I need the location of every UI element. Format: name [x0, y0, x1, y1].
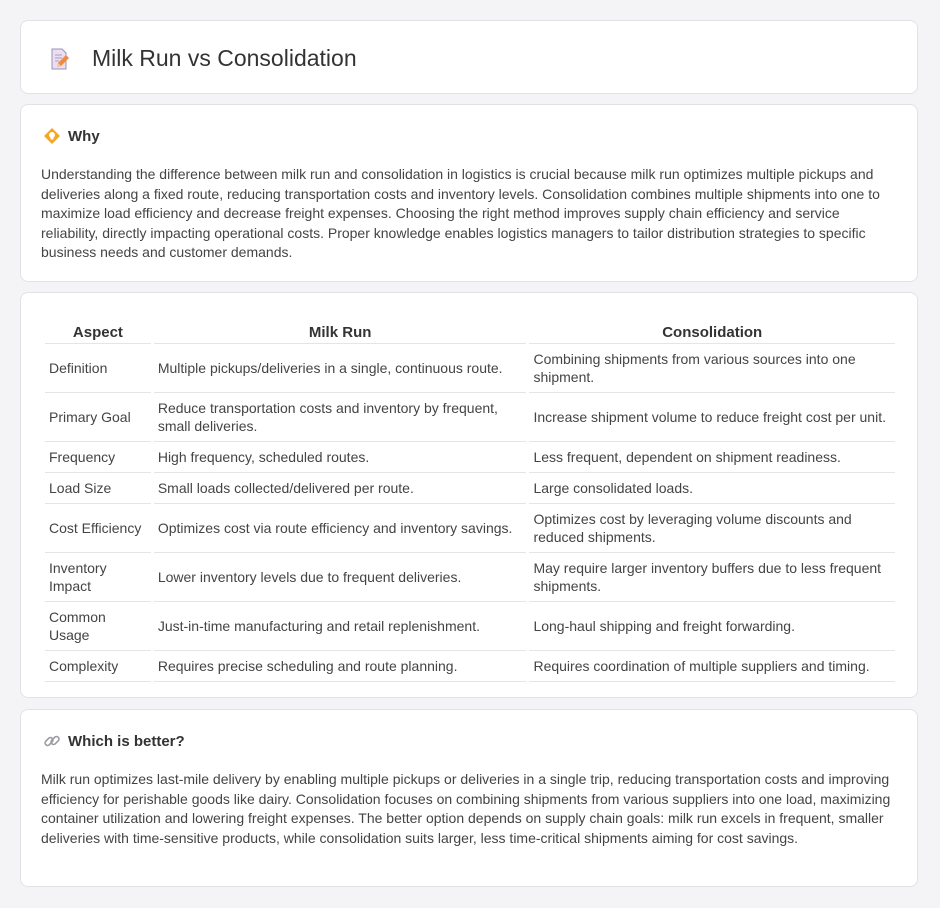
row-milk-run: Small loads collected/delivered per route.	[154, 473, 527, 504]
row-consolidation: Increase shipment volume to reduce freight cost per unit.	[529, 393, 895, 442]
comparison-card	[20, 292, 918, 698]
which-better-section	[20, 709, 918, 887]
row-milk-run: Reduce transportation costs and inventory by frequent, small deliveries.	[154, 393, 527, 442]
table-header-row	[45, 313, 895, 344]
which-better-heading-label: Which is better?	[68, 732, 185, 750]
why-heading-label: Why	[68, 127, 100, 145]
title-card	[20, 20, 918, 94]
row-aspect: Complexity	[45, 651, 151, 682]
row-aspect: Inventory Impact	[45, 553, 151, 602]
header-milk-run: Milk Run	[154, 313, 527, 344]
row-milk-run: Requires precise scheduling and route planning.	[154, 651, 527, 682]
why-section	[20, 104, 918, 282]
table-row	[45, 651, 895, 682]
table-row	[45, 553, 895, 602]
row-milk-run: Lower inventory levels due to frequent deliveries.	[154, 553, 527, 602]
why-text: Understanding the difference between milk run and consolidation in logistics is crucial because milk run optimizes multiple pickups and deliveries along a fixed route, reducing transportation costs and inventory levels. Consolidation combines multiple shipments into one to maximize load efficiency and decrease freight expenses. Choosing the right method improves supply chain efficiency and service reliability, directly impacting operational costs. Proper knowledge enables logistics managers to tailor distribution strategies to specific business needs and customer demands.	[41, 166, 880, 260]
which-better-text: Milk run optimizes last-mile delivery by enabling multiple pickups or deliveries in a single trip, reducing transportation costs and improving efficiency for perishable goods like dairy. Consolidation focuses on combining shipments from various suppliers into one load, maximizing container utilization and lowering freight expenses. The better option depends on supply chain goals: milk run excels in frequent, smaller deliveries with time-sensitive products, while consolidation suits larger, less time-critical shipments aiming for cost savings.	[41, 771, 891, 846]
row-aspect: Cost Efficiency	[45, 504, 151, 553]
table-row	[45, 504, 895, 553]
table-row	[45, 442, 895, 473]
row-aspect: Primary Goal	[45, 393, 151, 442]
table-row	[45, 602, 895, 651]
row-consolidation: Large consolidated loads.	[529, 473, 895, 504]
row-aspect: Load Size	[45, 473, 151, 504]
row-consolidation: Requires coordination of multiple suppliers and timing.	[529, 651, 895, 682]
table-row	[45, 393, 895, 442]
document-pencil-icon	[47, 47, 71, 71]
table-row	[45, 473, 895, 504]
row-milk-run: High frequency, scheduled routes.	[154, 442, 527, 473]
row-consolidation: Less frequent, dependent on shipment readiness.	[529, 442, 895, 473]
header-consolidation: Consolidation	[529, 313, 895, 344]
row-aspect: Definition	[45, 344, 151, 393]
why-heading	[43, 127, 100, 145]
row-milk-run: Optimizes cost via route efficiency and inventory savings.	[154, 504, 527, 553]
header-aspect: Aspect	[45, 313, 151, 344]
row-consolidation: Optimizes cost by leveraging volume discounts and reduced shipments.	[529, 504, 895, 553]
link-icon	[43, 732, 61, 750]
lightbulb-diamond-icon	[43, 127, 61, 145]
row-milk-run: Just-in-time manufacturing and retail replenishment.	[154, 602, 527, 651]
row-aspect: Frequency	[45, 442, 151, 473]
table-row	[45, 344, 895, 393]
row-consolidation: Long-haul shipping and freight forwarding.	[529, 602, 895, 651]
row-milk-run: Multiple pickups/deliveries in a single, continuous route.	[154, 344, 527, 393]
row-consolidation: Combining shipments from various sources into one shipment.	[529, 344, 895, 393]
comparison-table	[42, 313, 898, 682]
row-consolidation: May require larger inventory buffers due to less frequent shipments.	[529, 553, 895, 602]
which-better-heading	[43, 732, 185, 750]
page-title: Milk Run vs Consolidation	[92, 45, 357, 71]
row-aspect: Common Usage	[45, 602, 151, 651]
